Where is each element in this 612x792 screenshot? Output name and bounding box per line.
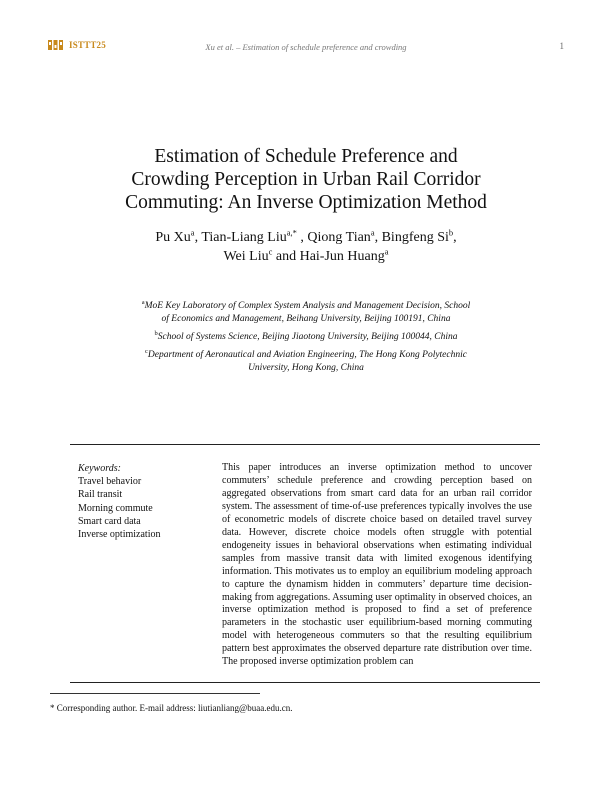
affiliation <box>140 345 472 375</box>
keyword-item: Rail transit <box>78 489 123 501</box>
author-list <box>120 228 492 266</box>
logo-text: ISTTT25 <box>69 40 106 50</box>
author-separator: , <box>374 230 382 245</box>
footnote: * Corresponding author. E-mail address: liutianliang@buaa.edu.cn. <box>50 703 293 713</box>
author-separator: , <box>296 230 308 245</box>
author-name: Bingfeng Si <box>381 230 449 245</box>
keyword-item: Smart card data <box>78 515 141 527</box>
author-affil-sup: a <box>384 246 389 257</box>
top-rule <box>70 444 540 445</box>
affiliations <box>140 296 472 376</box>
abstract: This paper introduces an inverse optimization method to uncover commuters’ schedule preference and crowding perception based on aggregated observations from smart card data for an urban rail corridor system. The assessment of time-of-use preferences typically involves the use of econometric models of discrete choice based on detailed travel survey data. However, discrete choice models often struggle with potential endogeneity issues in behavioral observations when estimating individual samples from massive transit data with limited exogenous identifying information. This motivates us to employ an equilibrium modeling approach to capture the dynamism hidden in commuters’ departure time decision-making from aggregations. Assuming user optimality in observed choices, an inverse optimization method is proposed to find a set of preference parameters in the stochastic user equilibrium-based morning commuting model with heterogeneous commuters so that the resulting equilibrium pattern best approximates the observed departure rate distribution over time. The proposed inverse optimization problem can <box>222 462 532 668</box>
author-separator: and <box>272 249 300 264</box>
page-header <box>48 40 564 56</box>
keywords-list <box>78 475 208 541</box>
author-affil-sup: c <box>268 246 273 257</box>
affiliation-text: MoE Key Laboratory of Complex System Analysis and Management Decision, School of Economics and Management, Beihang University, Beijing 100191, China <box>144 301 471 325</box>
author-name: Hai-Jun Huang <box>299 249 385 264</box>
keyword-item: Travel behavior <box>78 476 142 488</box>
author-line-1 <box>120 228 492 247</box>
author-affil-sup: a <box>190 227 195 238</box>
author-affil-sup: a <box>370 227 375 238</box>
keywords-section <box>78 462 208 541</box>
affiliation-text: School of Systems Science, Beijing Jiaotong University, Beijing 100044, China <box>157 332 458 343</box>
paper-title: Estimation of Schedule Preference and Crowding Perception in Urban Rail Corridor Commuting: An Inverse Optimization Method <box>125 146 487 213</box>
title-block <box>120 145 492 266</box>
affiliation-sup: a <box>141 299 145 306</box>
author-name: Tian-Liang Liu <box>201 230 287 245</box>
keyword-item: Inverse optimization <box>78 529 161 541</box>
keyword-item: Morning commute <box>78 502 153 514</box>
footnote-rule <box>50 693 260 694</box>
bottom-rule <box>70 682 540 683</box>
author-separator: , <box>453 230 457 245</box>
running-head: Xu et al. – Estimation of schedule preference and crowding <box>205 42 407 52</box>
page-number: 1 <box>559 41 564 51</box>
affiliation-sup: c <box>145 348 148 356</box>
keywords-title: Keywords: <box>78 463 121 474</box>
author-affil-sup: b <box>448 227 454 238</box>
author-name: Wei Liu <box>223 249 269 264</box>
author-affil-sup: a,* <box>286 227 297 238</box>
affiliation <box>140 327 472 344</box>
affiliation <box>140 296 472 326</box>
affiliation-sup: b <box>154 330 158 338</box>
author-name: Qiong Tian <box>307 230 371 245</box>
author-name: Pu Xu <box>155 230 191 245</box>
author-separator: , <box>194 230 202 245</box>
affiliation-text: Department of Aeronautical and Aviation Engineering, The Hong Kong Polytechnic University, Hong Kong, China <box>147 350 467 374</box>
author-line-2 <box>120 247 492 266</box>
